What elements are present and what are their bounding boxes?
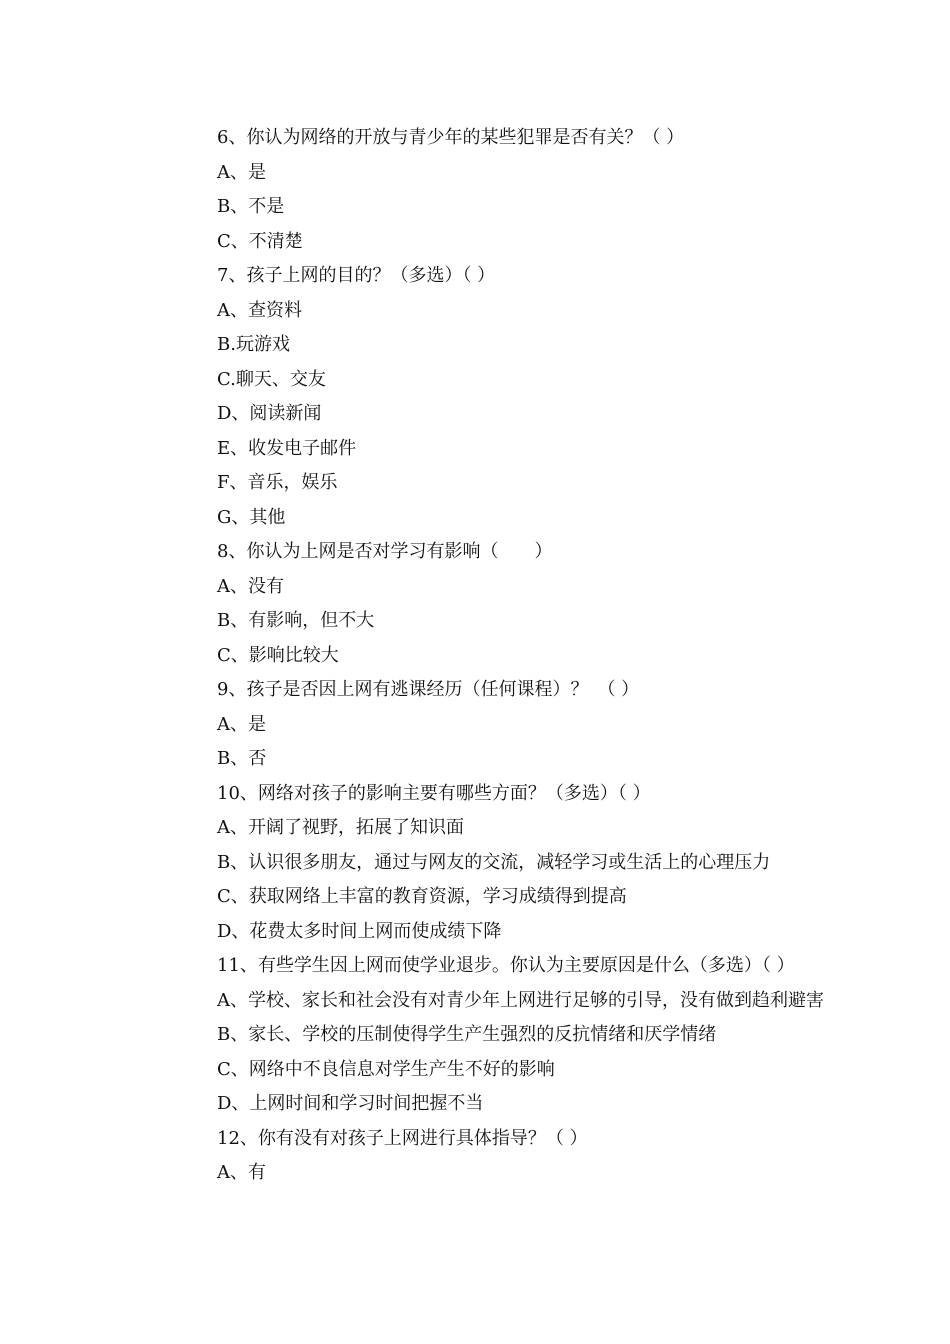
question-9: 9、孩子是否因上网有逃课经历（任何课程）？ （ ） [217,679,640,700]
q8-option-a: A、没有 [217,575,284,597]
question-7: 7、孩子上网的目的？（多选）（ ） [217,265,496,286]
question-6: 6、你认为网络的开放与青少年的某些犯罪是否有关？（ ） [217,127,685,148]
q12-option-a: A、有 [217,1162,266,1183]
question-11: 11、有些学生因上网而使学业退步。你认为主要原因是什么（多选）（ ） [217,955,795,976]
q6-option-c: C、不清楚 [217,230,303,252]
q10-option-c: C、获取网络上丰富的教育资源，学习成绩得到提高 [217,886,627,907]
q9-option-a: A、是 [217,713,266,735]
q7-option-f: F、音乐，娱乐 [217,472,338,493]
question-10: 10、网络对孩子的影响主要有哪些方面？（多选）（ ） [217,782,651,804]
q7-option-g: G、其他 [217,506,286,528]
q8-option-c: C、影响比较大 [217,644,339,666]
q11-option-a: A、学校、家长和社会没有对青少年上网进行足够的引导，没有做到趋利避害 [217,989,824,1011]
q11-option-b: B、家长、学校的压制使得学生产生强烈的反抗情绪和厌学情绪 [217,1024,717,1045]
q6-option-a: A、是 [217,161,266,183]
q7-option-d: D、阅读新闻 [217,403,322,424]
question-8: 8、你认为上网是否对学习有影响（ ） [217,541,553,562]
q8-option-b: B、有影响，但不大 [217,610,375,631]
q7-option-b: B.玩游戏 [217,334,290,355]
q7-option-c: C.聊天、交友 [217,368,326,390]
q6-option-b: B、不是 [217,196,285,217]
q11-option-c: C、网络中不良信息对学生产生不好的影响 [217,1058,555,1080]
q9-option-b: B、否 [217,748,267,769]
question-12: 12、你有没有对孩子上网进行具体指导？（ ） [217,1127,588,1149]
q10-option-b: B、认识很多朋友，通过与网友的交流，减轻学习或生活上的心理压力 [217,851,771,873]
q7-option-e: E、收发电子邮件 [217,437,357,459]
q7-option-a: A、查资料 [217,299,302,321]
q11-option-d: D、上网时间和学习时间把握不当 [217,1093,484,1114]
q10-option-d: D、花费太多时间上网而使成绩下降 [217,920,502,942]
questionnaire-content [217,121,917,1191]
q10-option-a: A、开阔了视野，拓展了知识面 [217,817,464,838]
